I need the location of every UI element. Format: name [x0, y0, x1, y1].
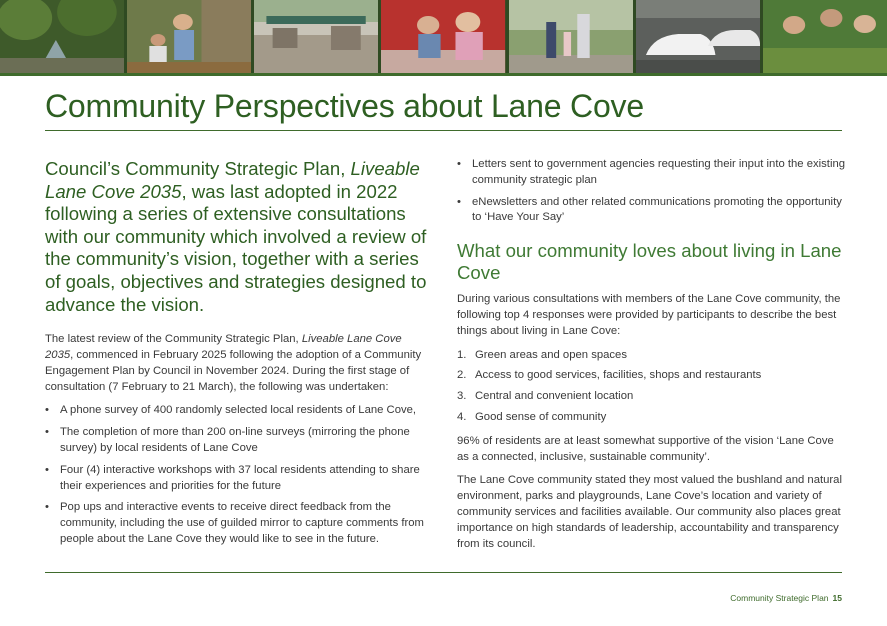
values-paragraph: The Lane Cove community stated they most valued the bushland and natural environment, parks and playgrounds, Lane Cove’s location and variety of community services and facilities available. Our community also places great importance on high standards of leadership, accountability and transparency from its council. — [457, 474, 842, 550]
list-item-text: The completion of more than 200 on-line surveys (mirroring the phone survey) by local residents of Lane Cove — [60, 426, 410, 454]
left-column — [45, 158, 428, 554]
lead-text-2: , was last adopted in 2022 following a series of extensive consultations with our community which involved a review of the community’s vision, together with a series of goals, objectives and strategies designed to advance the vision. — [45, 180, 427, 315]
list-item — [457, 348, 847, 364]
bullet-icon: • — [45, 463, 49, 476]
consultation-list — [45, 403, 428, 547]
list-item — [45, 500, 428, 547]
list-item — [45, 425, 428, 457]
support-paragraph: 96% of residents are at least somewhat supportive of the vision ‘Lane Cove as a connected, inclusive, sustainable community’. — [457, 434, 834, 463]
child-gardening-photo — [127, 0, 251, 73]
top-responses-list — [457, 348, 847, 426]
bullet-icon: • — [457, 158, 461, 170]
lead-plan-name: Liveable Lane Cove 2035 — [45, 158, 420, 202]
page-number: 15 — [832, 593, 842, 603]
list-item — [457, 389, 847, 405]
review-text-1: The latest review of the Community Strategic Plan, — [45, 333, 302, 346]
list-item-text: eNewsletters and other related communications promoting the opportunity to ‘Have Your Say’ — [472, 195, 842, 224]
list-item-text: Letters sent to government agencies requesting their input into the existing community strategic plan — [472, 158, 846, 186]
list-item — [45, 463, 428, 495]
title-divider — [45, 130, 842, 131]
bushland-waterfall-photo — [0, 0, 124, 73]
lead-text-1: Council’s Community Strategic Plan, — [45, 158, 351, 179]
section-heading: What our community loves about living in Lane Cove — [457, 240, 842, 284]
list-number: 1. — [457, 348, 467, 361]
page-title: Community Perspectives about Lane Cove — [45, 88, 644, 124]
page-footer — [730, 593, 842, 603]
right-column — [457, 157, 847, 560]
list-number: 2. — [457, 369, 467, 382]
list-item-text: Green areas and open spaces — [475, 348, 627, 361]
review-plan-name: Liveable Lane Cove 2035 — [45, 333, 402, 361]
list-item — [457, 410, 847, 426]
list-number: 3. — [457, 390, 467, 403]
photo-banner — [0, 0, 887, 76]
footer-label: Community Strategic Plan — [730, 593, 829, 603]
plaza-canopy-photo — [254, 0, 378, 73]
list-item — [457, 157, 847, 189]
list-item-text: Pop ups and interactive events to receive direct feedback from the community, including the use of guilded mirror to capture comments from people about the Lane Cove they would like to see in the future. — [60, 501, 424, 545]
lead-paragraph — [45, 158, 428, 316]
bullet-icon: • — [45, 404, 49, 417]
list-item-text: A phone survey of 400 randomly selected local residents of Lane Cove, — [60, 404, 417, 417]
review-paragraph — [45, 332, 428, 395]
bullet-icon: • — [45, 426, 49, 439]
list-item — [457, 368, 847, 384]
list-item — [457, 195, 847, 227]
children-reading-photo — [381, 0, 505, 73]
family-walking-photo — [509, 0, 633, 73]
list-number: 4. — [457, 410, 467, 423]
list-item-text: Four (4) interactive workshops with 37 local residents attending to share their experiences and priorities for the future — [60, 463, 420, 492]
list-item-text: Central and convenient location — [475, 390, 634, 403]
consultation-list-continued — [457, 157, 847, 226]
review-text-2: , commenced in February 2025 following the adoption of a Community Engagement Plan by Council in November 2024. During the first stage of consultation (7 February to 21 March), the following was undertaken: — [45, 348, 422, 393]
list-item-text: Access to good services, facilities, shops and restaurants — [475, 369, 762, 382]
footer-divider — [45, 572, 842, 573]
list-item-text: Good sense of community — [475, 410, 607, 423]
electric-cars-parking-photo — [636, 0, 760, 73]
bullet-icon: • — [45, 501, 49, 514]
bullet-icon: • — [457, 195, 461, 208]
list-item — [45, 403, 428, 419]
community-planting-photo — [763, 0, 887, 73]
intro-paragraph: During various consultations with members of the Lane Cove community, the following top 4 responses were provided by participants to describe the best things about living in Lane Cove: — [457, 293, 841, 337]
